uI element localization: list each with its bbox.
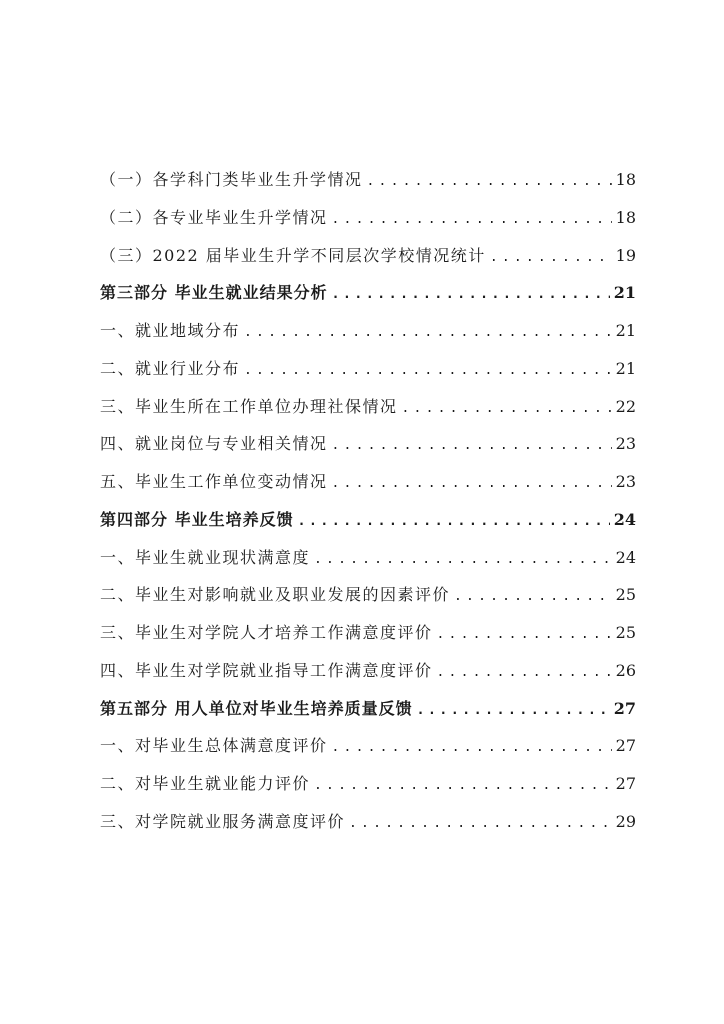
toc-part-entry[interactable] — [100, 690, 636, 728]
toc-dot-leader — [437, 654, 612, 692]
toc-part-title: 第五部分 用人单位对毕业生培养质量反馈 — [100, 698, 413, 718]
toc-dot-leader — [417, 692, 610, 730]
toc-entry[interactable] — [100, 237, 636, 275]
toc-entry-page: 29 — [615, 811, 636, 831]
toc-entry-page: 27 — [615, 736, 636, 756]
toc-dot-leader — [402, 390, 612, 428]
toc-entry[interactable] — [100, 652, 636, 690]
toc-entry-title: 三、毕业生所在工作单位办理社保情况 — [100, 396, 398, 416]
toc-entry-page: 18 — [615, 170, 636, 189]
toc-entry[interactable] — [100, 539, 636, 577]
toc-dot-leader — [244, 352, 612, 390]
toc-part-page: 24 — [613, 509, 636, 529]
toc-entry-page: 26 — [615, 660, 636, 680]
toc-entry-title: （一）各学科门类毕业生升学情况 — [100, 170, 363, 189]
toc-entry-page: 23 — [615, 434, 636, 454]
toc-entry-title: （三）2022 届毕业生升学不同层次学校情况统计 — [100, 245, 486, 265]
toc-entry-page: 23 — [615, 472, 636, 491]
toc-entry[interactable] — [100, 765, 636, 803]
toc-entry-title: 三、毕业生对学院人才培养工作满意度评价 — [100, 623, 433, 642]
toc-entry-page: 22 — [615, 396, 636, 416]
toc-dot-leader — [332, 465, 612, 503]
toc-part-title: 第三部分 毕业生就业结果分析 — [100, 283, 328, 303]
toc-entry[interactable] — [100, 350, 636, 388]
toc-dot-leader — [490, 239, 612, 277]
toc-entry-title: 五、毕业生工作单位变动情况 — [100, 472, 328, 491]
toc-entry-page: 25 — [615, 623, 636, 642]
toc-entry-title: 一、对毕业生总体满意度评价 — [100, 736, 328, 756]
toc-part-page: 27 — [613, 698, 636, 718]
toc-dot-leader — [314, 767, 612, 805]
toc-dot-leader — [314, 541, 612, 579]
toc-entry-page: 21 — [615, 321, 636, 340]
toc-dot-leader — [367, 163, 612, 201]
toc-entry-title: 四、就业岗位与专业相关情况 — [100, 434, 328, 454]
toc-entry[interactable] — [100, 199, 636, 237]
toc-entry-page: 24 — [615, 547, 636, 567]
toc-entry-title: 一、就业地域分布 — [100, 321, 241, 340]
toc-part-entry[interactable] — [100, 501, 636, 539]
toc-dot-leader — [332, 276, 610, 314]
toc-dot-leader — [437, 616, 612, 654]
toc-entry-page: 25 — [615, 585, 636, 605]
toc-entry-title: 二、对毕业生就业能力评价 — [100, 774, 311, 793]
toc-part-entry[interactable] — [100, 274, 636, 312]
toc-entry-page: 18 — [615, 207, 636, 227]
toc-entry[interactable] — [100, 803, 636, 841]
toc-part-page: 21 — [613, 283, 636, 303]
toc-dot-leader — [332, 729, 612, 767]
toc-entry[interactable] — [100, 576, 636, 614]
toc-entry-page: 19 — [615, 245, 636, 265]
toc-entry[interactable] — [100, 727, 636, 765]
toc-entry-title: 二、就业行业分布 — [100, 358, 241, 378]
toc-entry-title: 二、毕业生对影响就业及职业发展的因素评价 — [100, 585, 451, 605]
toc-entry[interactable] — [100, 425, 636, 463]
toc-dot-leader — [244, 314, 612, 352]
toc-entry-title: 三、对学院就业服务满意度评价 — [100, 811, 346, 831]
toc-dot-leader — [349, 805, 612, 843]
toc-entry[interactable] — [100, 614, 636, 652]
toc-entry[interactable] — [100, 312, 636, 350]
toc-entry-title: 四、毕业生对学院就业指导工作满意度评价 — [100, 660, 433, 680]
toc-dot-leader — [332, 427, 612, 465]
toc-dot-leader — [454, 578, 612, 616]
toc-entry-title: （二）各专业毕业生升学情况 — [100, 207, 328, 227]
toc-part-title: 第四部分 毕业生培养反馈 — [100, 509, 294, 529]
toc-dot-leader — [298, 503, 610, 541]
toc-entry-title: 一、毕业生就业现状满意度 — [100, 547, 311, 567]
toc-entry-page: 27 — [615, 774, 636, 793]
toc-entry[interactable] — [100, 463, 636, 501]
toc-entry[interactable] — [100, 388, 636, 426]
toc-dot-leader — [332, 201, 612, 239]
toc-entry-page: 21 — [615, 358, 636, 378]
toc-entry[interactable] — [100, 161, 636, 199]
table-of-contents — [100, 161, 636, 841]
